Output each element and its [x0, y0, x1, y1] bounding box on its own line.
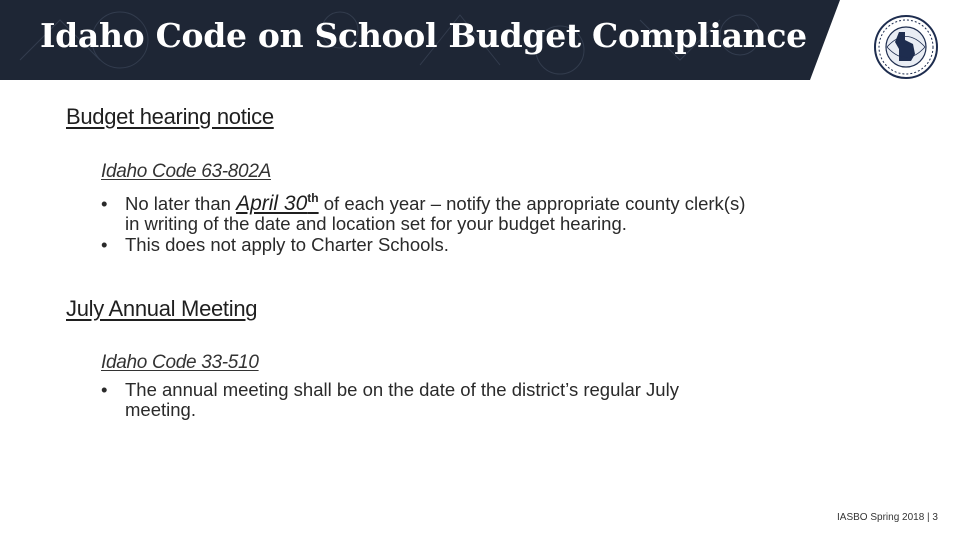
code-ref-63-802a: Idaho Code 63-802A: [101, 161, 271, 182]
title-band: [0, 0, 840, 80]
code-ref-33-510: Idaho Code 33-510: [101, 352, 259, 373]
bullet-text: The annual meeting shall be on the date of the district’s regular July: [125, 379, 679, 400]
bullet-text: This does not apply to Charter Schools.: [125, 234, 449, 255]
section-heading-july-annual-meeting: July Annual Meeting: [66, 296, 258, 321]
bullet-dot: •: [101, 193, 108, 214]
footer-text: IASBO Spring 2018 | 3: [837, 512, 938, 523]
idaho-seal-icon: [873, 14, 939, 80]
section-heading-budget-hearing: Budget hearing notice: [66, 104, 274, 129]
list-item: [101, 235, 901, 255]
bullet-continuation: in writing of the date and location set for your budget hearing.: [125, 213, 627, 234]
list-item: [101, 380, 901, 420]
page-title: Idaho Code on School Budget Compliance: [40, 16, 807, 55]
list-item: [101, 188, 901, 234]
emphasis-text: April 30: [236, 192, 308, 215]
bullet-dot: •: [101, 379, 108, 400]
emphasis-sup: th: [307, 191, 319, 205]
emphasis-date: [236, 192, 319, 215]
bullet-dot: •: [101, 234, 108, 255]
bullet-continuation: meeting.: [125, 399, 196, 420]
bullet-text-rest: of each year – notify the appropriate county clerk(s): [318, 193, 746, 214]
bullet-text-before: No later than: [125, 193, 237, 214]
